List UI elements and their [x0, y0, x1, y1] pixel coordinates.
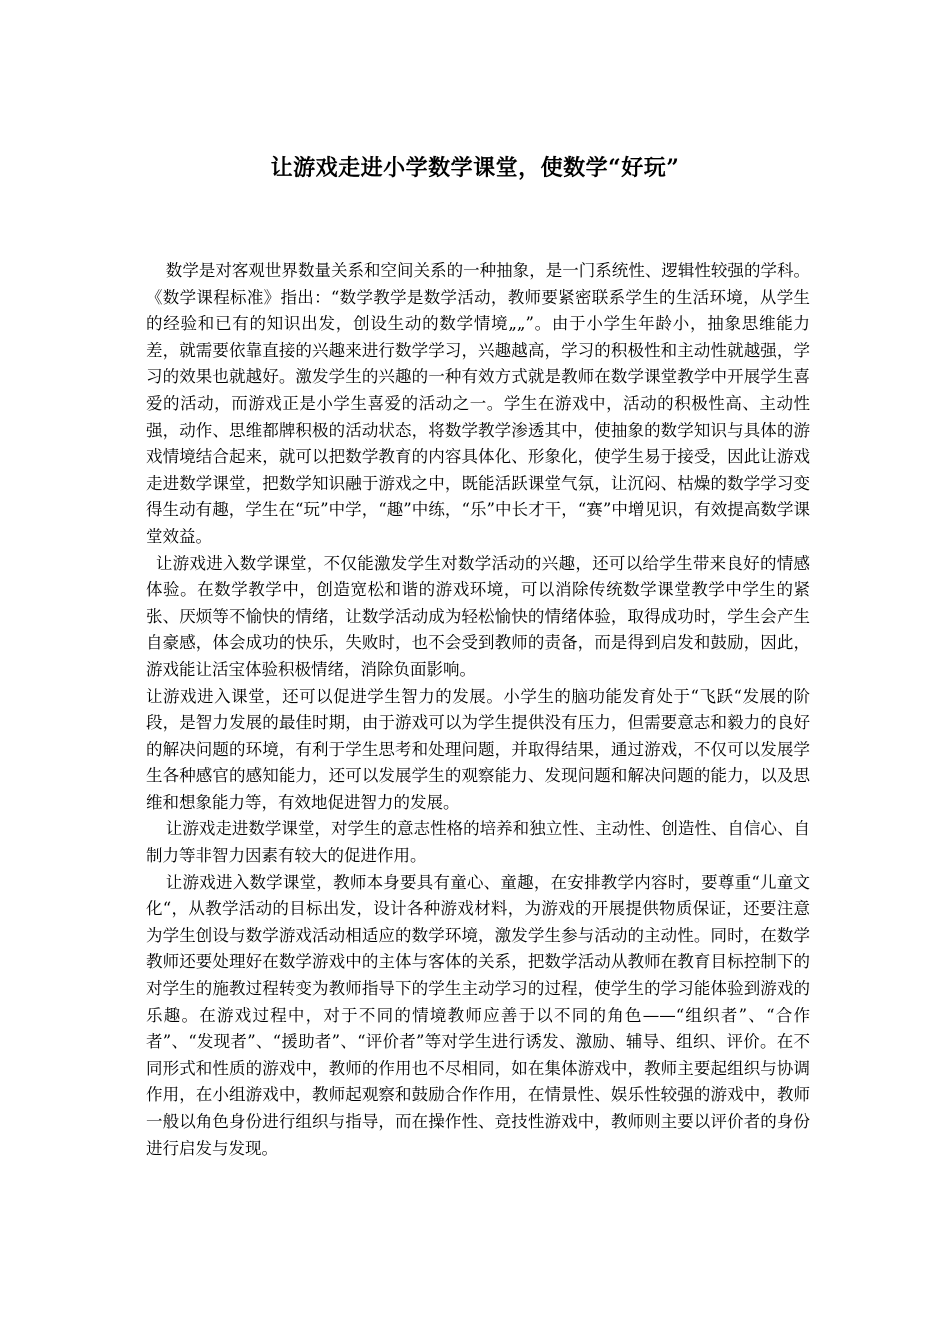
paragraph-1: 数学是对客观世界数量关系和空间关系的一种抽象，是一门系统性、逻辑性较强的学科。《数学课程标准》指出：“数学教学是数学活动，教师要紧密联系学生的生活环境，从学生的经验和已有的知识出发，创设生动的数学情境„„”。由于小学生年龄小，抽象思维能力差，就需要依靠直接的兴趣来进行数学学习，兴趣越高，学习的积极性和主动性就越强，学习的效果也就越好。激发学生的兴趣的一种有效方式就是教师在数学课堂教学中开展学生喜爱的活动，而游戏正是小学生喜爱的活动之一。学生在游戏中，活动的积极性高、主动性强，动作、思维都牌积极的活动状态，将数学教学渗透其中，使抽象的数学知识与具体的游戏情境结合起来，就可以把数学教育的内容具体化、形象化，使学生易于接受，因此让游戏走进数学课堂，把数学知识融于游戏之中，既能活跃课堂气氛，让沉闷、枯燥的数学学习变得生动有趣，学生在“玩”中学，“趣”中练，“乐”中长才干，“赛”中增见识，有效提高数学课堂效益。: [146, 261, 810, 546]
document-body: [146, 258, 827, 1162]
paragraph-2: 让游戏进入数学课堂，不仅能激发学生对数学活动的兴趣，还可以给学生带来良好的情感体验。在数学教学中，创造宽松和谐的游戏环境，可以消除传统数学课堂教学中学生的紧张、厌烦等不愉快的情绪，让数学活动成为轻松愉快的情绪体验，取得成功时，学生会产生自豪感，体会成功的快乐，失败时，也不会受到教师的责备，而是得到启发和鼓励，因此，游戏能让活宝体验积极情绪，消除负面影响。: [146, 553, 810, 679]
paragraph-5: 让游戏进入数学课堂，教师本身要具有童心、童趣，在安排教学内容时，要尊重“儿童文化“，从教学活动的目标出发，设计各种游戏材料，为游戏的开展提供物质保证，还要注意为学生创设与数学游戏活动相适应的数学环境，激发学生参与活动的主动性。同时，在数学 教师还要处理好在数学游戏中的主体与客体的关系，把数学活动从教师在教育目标控制下的对学生的施教过程转变为教师指导下的学生主动学习的过程，使学生的学习能体验到游戏的乐趣。在游戏过程中，对于不同的情境教师应善于以不同的角色——“组织者”、“合作者”、“发现者”、“援助者”、“评价者”等对学生进行诱发、激励、辅导、组织、评价。在不同形式和性质的游戏中，教师的作用也不尽相同，如在集体游戏中，教师主要起组织与协调作用，在小组游戏中，教师起观察和鼓励合作作用，在情景性、娱乐性较强的游戏中，教师一般以角色身份进行组织与指导，而在操作性、竞技性游戏中，教师则主要以评价者的身份进行启发与发现。: [146, 872, 827, 1158]
paragraph-3: 让游戏进入课堂，还可以促进学生智力的发展。小学生的脑功能发育处于“飞跃“发展的阶段，是智力发展的最佳时期，由于游戏可以为学生提供没有压力，但需要意志和毅力的良好的解决问题的环境，有利于学生思考和处理问题，并取得结果，通过游戏，不仅可以发展学生各种感官的感知能力，还可以发展学生的观察能力、发现问题和解决问题的能力，以及思维和想象能力等，有效地促进智力的发展。: [146, 686, 810, 812]
paragraph-4: 让游戏走进数学课堂，对学生的意志性格的培养和独立性、主动性、创造性、自信心、自制力等非智力因素有较大的促进作用。: [146, 819, 810, 866]
document-title: 让游戏走进小学数学课堂，使数学“好玩”: [270, 155, 680, 181]
